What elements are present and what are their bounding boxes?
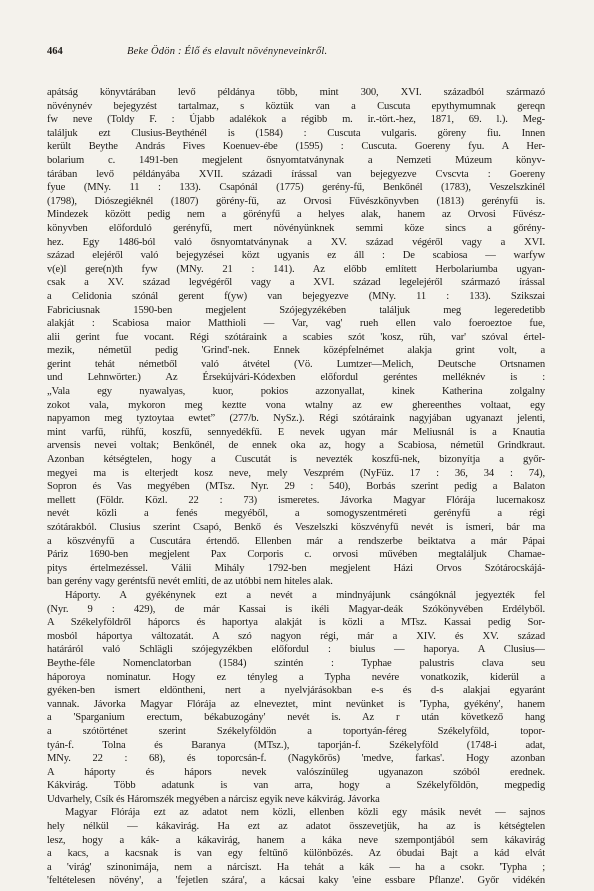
text-line: Páriz 1690-ben megjelent Pax Corporis c. orvosi művében megtaláljuk Chamae-: [47, 549, 545, 561]
text-line: alii gerint fue vocant. Régi szótáraink a scabies szót 'kosz, rüh, var' szóval értel-: [47, 331, 545, 343]
text-line: napyamon meg tyztoytaa ewtet” (277/b. NySz.). Régi szótáraink nagyjában ugyanazt jelenti,: [47, 413, 545, 425]
text-line: lesz, hogy a kák- a kákavirág, hanem a káka neve szempontjából sem kákavirág: [47, 834, 545, 846]
text-line: tárában levő példányába XVII. századi írással van bejegyezve Cvscvta : Goereny: [47, 168, 545, 180]
text-line: fyue (MNy. 11 : 133). Csapónál (1775) gerény-fű, Benkőnél (1783), Veszelszkinél: [47, 182, 545, 194]
text-line: „Vala egy nyawalyas, kuor, pokios azzonyallat, kinek Katherina zolgalny: [47, 386, 545, 398]
text-line: könyvben előforduló gerényfű, mert növényünknek semmi köze sincs a gőrény-: [47, 222, 545, 234]
text-line: pitys értelmezéssel. Válii Mihály 1792-ben megjelent Házi Orvos Szótárocskájá-: [47, 562, 545, 574]
text-line: mezik, németül pedig 'Grind'-nek. Ennek középfelnémet alakja grint volt, a: [47, 345, 545, 357]
text-line: A háporty és hápors nevek valószínűleg ugyanazon szóból erednek.: [47, 766, 545, 778]
text-line: a szótörténet szerint Székelyföldön a toportyán-féreg Székelyföld, topor-: [47, 725, 545, 737]
text-line: Sopron és Vas megyében (MTsz. Nyr. 29 : 540), Borbás szerint pedig a Balaton: [47, 481, 545, 493]
text-line: MNy. 22 : 68), és toporcsán-f. (Nagykőrös) 'medve, farkas'. Hogy azonban: [47, 753, 545, 765]
text-line: apátság könyvtárában levő példánya több, mint 300, XVI. századból származó: [47, 87, 545, 98]
text-line: A Székelyföldről háporcs és haportya alakját is közli a MTsz. Kassai pedig Sor-: [47, 617, 545, 629]
text-line: Kákvirág. Több adatunk is van arra, hogy a Székelyföldön, megpedig: [47, 780, 545, 792]
text-line: arvensis nevei voltak; Benkőnél, de ennek oka az, hogy a Scabiosa, németül Grindkraut.: [47, 440, 545, 452]
text-line: század elejéről való bejegyzései közt ugyanis ez áll : De scabiosa — warfyw: [47, 250, 545, 262]
text-line: Fabriciusnak 1590-ben megjelent Szójegyzékében találjuk meg legeredetibb: [47, 304, 545, 316]
text-line: csak a XV. század legvégéről vagy a XVI. század legelejéről származó írással: [47, 277, 545, 289]
text-line: Azonban kétségtelen, hogy a Cuscutát is nevezték koszfű-nek, bizonyítja a győr-: [47, 454, 545, 466]
text-line: mosból háportya változatát. A szó nagyon régi, már a XIV. és XV. század: [47, 630, 545, 642]
text-line: alakját : Scabiosa maior Matthioli — Var, vag' rueh ellen valo foeroeztoe fue,: [47, 318, 545, 330]
text-line: a kacs, a kacsnak is van egy feltűnő különbözés. Az óbudai Bajt a kád elvát: [47, 848, 545, 860]
text-line: a 'Sparganium erectum, békabuzogány' nevét is. Az r után következő hang: [47, 712, 545, 724]
page-number: 464: [47, 46, 63, 57]
text-line: Beythe-féle Nomenclatorban (1584) szintén : Typhae palustris clava seu: [47, 657, 545, 669]
text-line: (1798), Diószegiéknél (1807) görény-fű, az Orvosi Fűvészkönyvben (1813) gerényfű is.: [47, 195, 545, 207]
text-line: mellett (Földr. Közl. 22 : 73) ismeretes. Jávorka Magyar Flórája lucernakosz: [47, 494, 545, 506]
body-text: [47, 86, 545, 888]
text-line: ban gerény vagy geréntsfű nevét említi, de az utóbbi nem hiteles alak.: [47, 576, 333, 588]
text-line: a 'virág' szinonimája, nem a nárciszt. Ha tehát a kák — ha a csokr. 'Typha ;: [47, 861, 545, 873]
text-line: gyéken-ben ismert eldöntheni, nert a nyelvjárásokban e-s és d-s alakjai egyaránt: [47, 685, 545, 697]
text-line: und Lehnwörter.) Az Érsekújvári-Kódexben előfordul geréntes melléknév is :: [47, 372, 545, 384]
text-line: a köszvényfű a Cuscutára értendő. Ellenben már a rendszerbe beiktatva a már Pápai: [47, 535, 545, 547]
text-line: hez. Egy 1486-ból való ősnyomtatványnak a XV. század végéről vagy a XVI.: [47, 236, 545, 248]
text-line: zokot vala, mykoron meg keztte vona wtalny az ew ghereenthes voltaat, egy: [47, 399, 545, 411]
text-line: Háporty. A gyékénynek ezt a nevét a mindnyájunk csángóknál jegyezték fel: [65, 589, 545, 601]
text-line: határáról való Schlägli szójegyzékben előfordul : biulus — haporya. A Clusius—: [47, 644, 545, 656]
text-line: hely nélkül — kákavirág. Ha ezt az adatot összevetjük, ha az is kétségtelen: [47, 821, 545, 833]
text-line: háporoya nominatur. Hogy ez tényleg a Typha nevére vonatkozik, kiderül a: [47, 671, 545, 683]
text-line: megyei ma is elterjedt kosz neve, mely Veszprém (NyFüz. 17 : 36, 34 : 74),: [47, 467, 545, 479]
text-line: fw neve (Toldy F. : Újabb adalékok a régibb m. ir.-tört.-hez, 1871, 69. l.). Meg-: [47, 114, 545, 126]
text-line: bolarium c. 1491-ben megjelent ősnyomtatványnak a Nemzeti Múzeum könyv-: [47, 154, 545, 166]
text-line: került Beythe András Fives Koenuev-ébe (1595) : Cuscuta. Goereny fyu. A Her-: [47, 141, 545, 153]
text-line: a Celidonia szónál gerent f(yw) van bejegyezve (MNy. 11 : 133). Szikszai: [47, 290, 545, 302]
text-line: (Nyr. 9 : 429), de már Kassai is ikéli Magyar-deák Szókönyvében Erdélyből.: [47, 603, 545, 615]
text-line: 'feltételesen növény', a 'fejetlen szára', a kácsai kaky 'eine essbare Pflanze'. Győr vidékén: [47, 875, 545, 887]
text-line: nevét közli a fenés megyéből, a somogyszentméreti gerényfű a régi: [47, 508, 545, 520]
text-line: mint varfű, rühfű, koszfű, sennyedékfű. E nevek ugyan már Meliusnál is a Knautia: [47, 426, 545, 438]
running-head: Beke Ödön : Élő és elavult növényneveinkről.: [127, 46, 328, 57]
text-line: Magyar Flórája ezt az adatot nem közli, ellenben közli egy másik nevét — sajnos: [65, 807, 545, 819]
text-line: találjuk ezt Clusius-Beythénél is (1584) : Cuscuta vulgaris. göreny fiu. Innen: [47, 127, 545, 139]
text-line: v(e)l gere(n)th fyw (MNy. 21 : 141). Az előbb említett Herbolariumba ugyan-: [47, 263, 545, 275]
text-line: szótárakból. Clusius szerint Csapó, Benkő és Veszelszki köszvényfű nevét is ismeri, bár ma: [47, 522, 545, 533]
text-line: vannak. Jávorka Magyar Flórája az elneveztet, mint nevünket is 'Typha, gyékény', hanem: [47, 698, 545, 710]
text-line: gerint tehát németből való átvétel (Vö. Lumtzer—Melich, Deutsche Ortsnamen: [47, 358, 545, 370]
page-header: [47, 44, 497, 60]
text-line: tyán-f. Tolna és Baranya (MTsz.), taporján-f. Székelyföld (1748-i adat,: [47, 739, 545, 751]
text-line: Mindezek között pedig nem a görényfű a helyes alak, hanem az Orvosi Fűvész-: [47, 209, 545, 221]
text-line: növénynév bejegyzést tartalmaz, s köztük van a Cuscuta epythymumnak gereqn: [47, 100, 545, 112]
text-line: Udvarhely, Csík és Háromszék megyében a nárcisz egyik neve kákvirág. Jávorka: [47, 793, 380, 805]
